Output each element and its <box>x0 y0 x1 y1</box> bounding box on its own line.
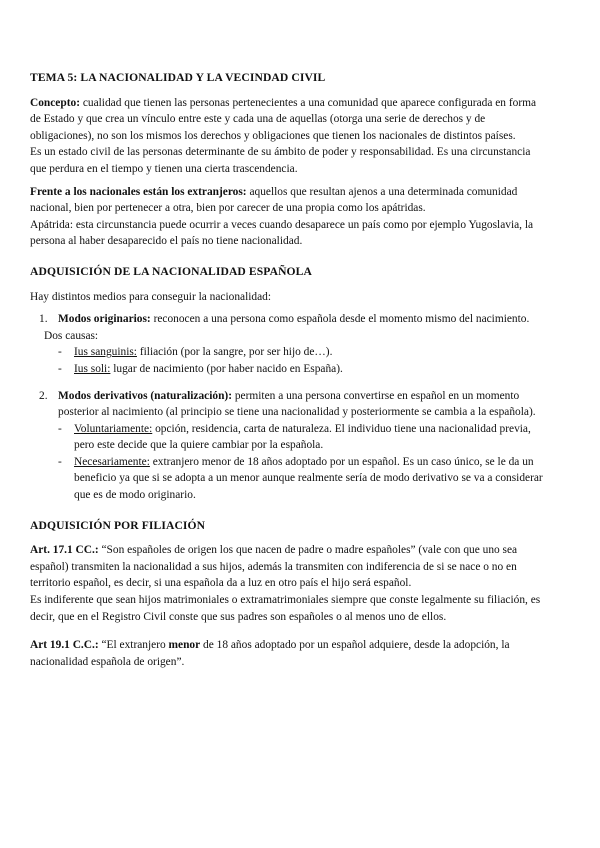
derivativos-sublist <box>58 421 575 504</box>
modes-list <box>30 311 575 504</box>
list-item-modos-originarios: 1. Modos originarios: reconocen a una persona como española desde el momento mismo del nacimiento. Dos causas: - Ius sanguinis: filiación (por la sangre, por ser hijo de…). - Ius soli: lugar de nacimiento (por haber nacido en España). <box>30 311 575 377</box>
modos-originarios-label: Modos originarios: <box>58 313 151 326</box>
document-page <box>30 70 575 676</box>
section-heading-adquisicion: ADQUISICIÓN DE LA NACIONALIDAD ESPAÑOLA <box>30 264 312 278</box>
list-item-ius-sanguinis: - Ius sanguinis: filiación (por la sangre, por ser hijo de…). <box>58 344 575 361</box>
frente-label: Frente a los nacionales están los extranjeros: <box>30 185 247 198</box>
modos-derivativos-label: Modos derivativos (naturalización): <box>58 389 233 402</box>
list-item-necesariamente: - Necesariamente: extranjero menor de 18 años adoptado por un español. Es un caso único, se le da un beneficio ya que si se adopta a un menor aunque realmente sería de modo derivativo se va a considerar que es de modo originario. <box>58 454 575 504</box>
art-19-paragraph: Art 19.1 C.C.: “El extranjero menor de 18 años adoptado por un español adquiere, desde la adopción, la nacionalidad española de origen”. <box>30 639 510 668</box>
art-17-label: Art. 17.1 CC.: <box>30 544 99 557</box>
page-title: TEMA 5: LA NACIONALIDAD Y LA VECINDAD CIVIL <box>30 71 326 84</box>
list-item-ius-soli: - Ius soli: lugar de nacimiento (por haber nacido en España). <box>58 361 575 378</box>
originarios-sublist <box>58 344 575 377</box>
concepto-paragraph: Concepto: cualidad que tienen las personas pertenecientes a una comunidad que aparece configurada en forma de Estado y que crea un vínculo entre este y cada una de aquellas (otorga una serie de derechos y de obligaciones), no son los mismos los derechos y obligaciones que tienen los nacionales de distintos países. Es un estado civil de las personas determinante de su ámbito de poder y responsabilidad. Es una circunstancia que perdura en el tiempo y tienen una cierta trascendencia. <box>30 96 537 175</box>
list-item-modos-derivativos: 2. Modos derivativos (naturalización): permiten a una persona convertirse en español en un momento posterior al nacimiento (al principio se tiene una nacionalidad y posteriormente se cambia a la española). - Voluntariamente: opción, residencia, carta de naturaleza. El individuo tiene una nacionalidad previa, pero este decide que la quiere cambiar por la española. - Necesariamente: extranjero menor de 18 años adoptado por un español. Es un caso único, se le da un beneficio ya que si se adopta a un menor aunque realmente sería de modo derivativo se va a considerar que es de modo originario. <box>30 388 575 504</box>
art-17-paragraph: Art. 17.1 CC.: “Son españoles de origen los que nacen de padre o madre españoles” (vale con que uno sea español) transmiten la nacionalidad a sus hijos, además la transmiten con indiferencia de si se nace o no en territorio español, es decir, si una española da a luz en otro país el hijo será español. Es indiferente que sean hijos matrimoniales o extramatrimoniales siempre que conste legalmente su filiación, es decir, que en el Registro Civil conste que sus padres son españoles o al menos uno de ellos. <box>30 544 541 623</box>
list-item-voluntariamente: - Voluntariamente: opción, residencia, carta de naturaleza. El individuo tiene una nacionalidad previa, pero este decide que la quiere cambiar por la española. <box>58 421 575 454</box>
adquisicion-intro: Hay distintos medios para conseguir la nacionalidad: <box>30 290 272 303</box>
extranjeros-paragraph: Frente a los nacionales están los extranjeros: aquellos que resultan ajenos a una determinada comunidad nacional, bien por pertenecer a otra, bien por carecer de una propia como los apátridas. Apátrida: esta circunstancia puede ocurrir a veces cuando desaparece un país como por ejemplo Yugoslavia, la persona al haber desaparecido el país no tiene nacionalidad. <box>30 185 534 248</box>
section-heading-filiacion: ADQUISICIÓN POR FILIACIÓN <box>30 518 206 532</box>
art-19-label: Art 19.1 C.C.: <box>30 639 99 652</box>
concepto-label: Concepto: <box>30 96 80 109</box>
